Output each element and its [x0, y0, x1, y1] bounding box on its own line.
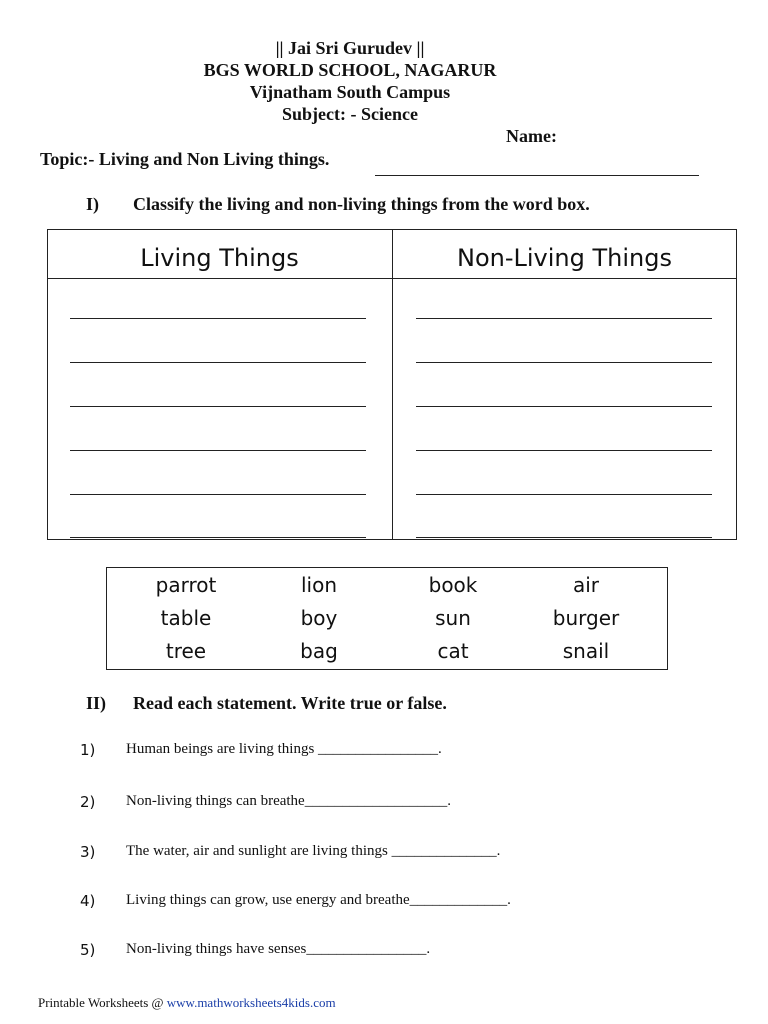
subject-label: Subject: - Science	[282, 104, 418, 124]
word-item: boy	[300, 606, 338, 630]
word-item: lion	[300, 573, 338, 597]
word-item: bag	[300, 639, 338, 663]
living-answer-line[interactable]	[70, 537, 366, 538]
footer	[38, 995, 336, 1011]
question-number: 1)	[80, 741, 96, 759]
campus-name: Vijnatham South Campus	[249, 82, 451, 102]
word-item: book	[428, 573, 478, 597]
nonliving-answer-line[interactable]	[416, 362, 712, 363]
word-item: air	[572, 573, 600, 597]
footer-link[interactable]: www.mathworksheets4kids.com	[166, 995, 336, 1010]
section2-number: II)	[86, 693, 107, 713]
living-answer-line[interactable]	[70, 450, 366, 451]
question-text: Human beings are living things ________________.	[126, 741, 442, 757]
word-item: table	[160, 606, 212, 630]
topic-label: Topic:- Living and Non Living things.	[40, 149, 330, 169]
school-name: BGS WORLD SCHOOL, NAGARUR	[203, 60, 497, 80]
nonliving-answer-line[interactable]	[416, 318, 712, 319]
word-item: burger	[552, 606, 620, 630]
footer-prefix: Printable Worksheets @	[38, 995, 167, 1010]
section1-instruction: Classify the living and non-living things from the word box.	[133, 194, 590, 214]
question-number: 4)	[80, 892, 96, 910]
question-text: Non-living things have senses________________.	[126, 941, 431, 957]
nonliving-things-heading: Non-Living Things	[457, 244, 672, 272]
word-item: cat	[437, 639, 469, 663]
word-item: sun	[435, 606, 471, 630]
word-item: tree	[165, 639, 207, 663]
question-text: Non-living things can breathe___________________.	[126, 793, 451, 809]
nonliving-answer-line[interactable]	[416, 406, 712, 407]
question-text: The water, air and sunlight are living things ______________.	[126, 843, 501, 859]
section1-number: I)	[86, 194, 99, 214]
table-column-divider	[392, 229, 393, 540]
living-answer-line[interactable]	[70, 406, 366, 407]
nonliving-answer-line[interactable]	[416, 494, 712, 495]
nonliving-answer-line[interactable]	[416, 450, 712, 451]
living-answer-line[interactable]	[70, 318, 366, 319]
living-answer-line[interactable]	[70, 494, 366, 495]
name-label: Name:	[506, 126, 557, 146]
table-header-divider	[47, 278, 737, 279]
section2-instruction: Read each statement. Write true or false.	[133, 693, 447, 713]
word-item: snail	[562, 639, 610, 663]
name-answer-line[interactable]	[375, 175, 699, 176]
word-item: parrot	[155, 573, 217, 597]
question-number: 3)	[80, 843, 96, 861]
living-answer-line[interactable]	[70, 362, 366, 363]
question-number: 2)	[80, 793, 96, 811]
header-greeting: || Jai Sri Gurudev ||	[275, 38, 425, 58]
question-number: 5)	[80, 941, 96, 959]
question-text: Living things can grow, use energy and breathe_____________.	[126, 892, 511, 908]
nonliving-answer-line[interactable]	[416, 537, 712, 538]
living-things-heading: Living Things	[140, 244, 299, 272]
